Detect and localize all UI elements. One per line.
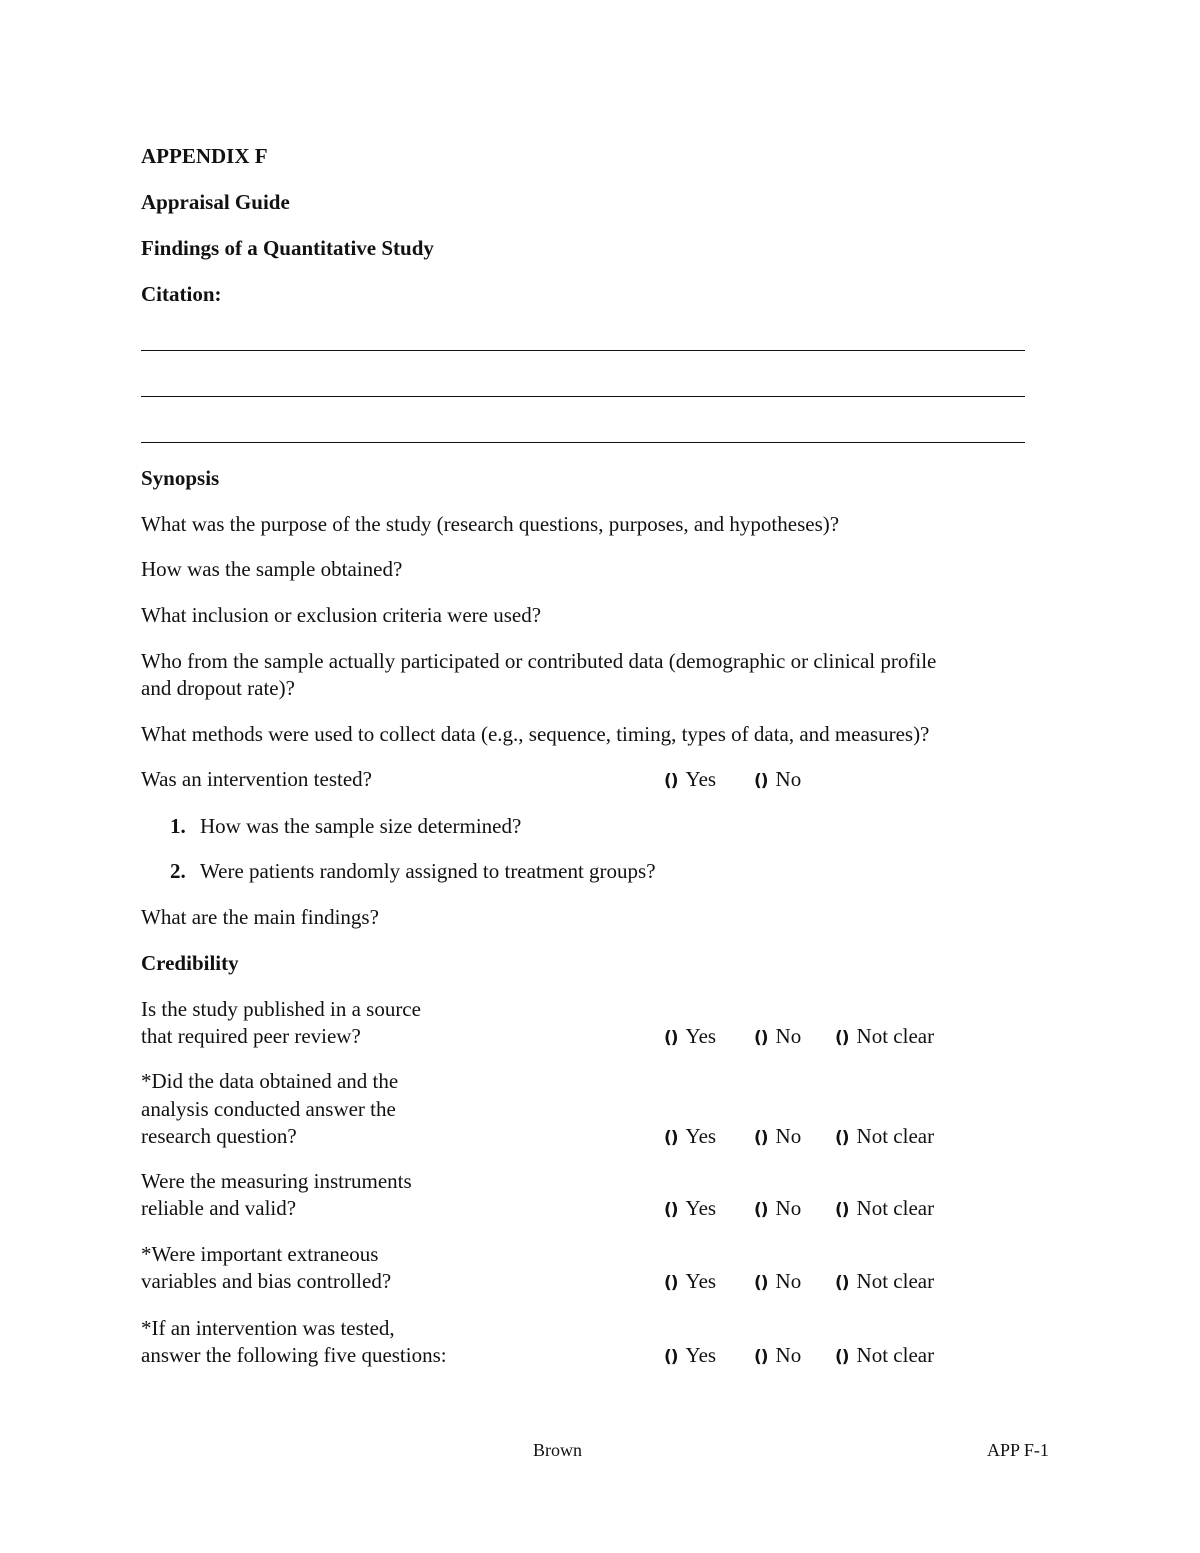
radio-icon: () [754, 1273, 768, 1293]
q2-not-clear-option[interactable]: () Not clear [835, 1124, 935, 1148]
q5-not-clear-option[interactable]: () Not clear [835, 1343, 935, 1367]
credibility-heading: Credibility [141, 951, 239, 975]
question-participated-line-2: and dropout rate)? [141, 676, 295, 700]
q5-yes-option[interactable]: () Yes [664, 1343, 717, 1367]
footer-page-number: APP F-1 [987, 1440, 1049, 1460]
q2-no-option[interactable]: () No [754, 1124, 802, 1148]
q1-yes-option[interactable]: () Yes [664, 1024, 717, 1048]
credibility-q2-line-1: *Did the data obtained and the [141, 1069, 399, 1093]
credibility-q1-line-2: that required peer review? [141, 1024, 361, 1048]
credibility-q5-line-2: answer the following five questions: [141, 1343, 447, 1367]
citation-line-2[interactable] [141, 396, 1025, 397]
q4-not-clear-option[interactable]: () Not clear [835, 1269, 935, 1293]
guide-title: Appraisal Guide [141, 190, 290, 214]
radio-icon: () [664, 1200, 678, 1220]
question-criteria: What inclusion or exclusion criteria were used? [141, 603, 542, 627]
credibility-q4-line-1: *Were important extraneous [141, 1242, 379, 1266]
radio-icon: () [754, 1128, 768, 1148]
intervention-yes-option[interactable]: () Yes [664, 767, 717, 791]
radio-icon: () [754, 1347, 768, 1367]
q1-no-option[interactable]: () No [754, 1024, 802, 1048]
credibility-q4-line-2: variables and bias controlled? [141, 1269, 392, 1293]
q3-not-clear-option[interactable]: () Not clear [835, 1196, 935, 1220]
credibility-q3-line-1: Were the measuring instruments [141, 1169, 412, 1193]
radio-icon: () [664, 1028, 678, 1048]
q5-no-option[interactable]: () No [754, 1343, 802, 1367]
q3-no-option[interactable]: () No [754, 1196, 802, 1220]
question-participated-line-1: Who from the sample actually participated or contributed data (demographic or clinical profile [141, 649, 937, 673]
question-findings: What are the main findings? [141, 905, 379, 929]
radio-icon: () [754, 1200, 768, 1220]
credibility-q3-line-2: reliable and valid? [141, 1196, 297, 1220]
credibility-q1-line-1: Is the study published in a source [141, 997, 421, 1021]
sub-question-sample-size: 1. How was the sample size determined? [170, 814, 522, 838]
radio-icon: () [664, 1273, 678, 1293]
question-purpose: What was the purpose of the study (research questions, purposes, and hypotheses)? [141, 512, 840, 536]
radio-icon: () [835, 1028, 849, 1048]
radio-icon: () [835, 1200, 849, 1220]
radio-icon: () [835, 1128, 849, 1148]
appendix-label: APPENDIX F [141, 144, 268, 168]
question-methods: What methods were used to collect data (e.g., sequence, timing, types of data, and measures)? [141, 722, 930, 746]
synopsis-heading: Synopsis [141, 466, 220, 490]
q3-yes-option[interactable]: () Yes [664, 1196, 717, 1220]
citation-line-3[interactable] [141, 442, 1025, 443]
q2-yes-option[interactable]: () Yes [664, 1124, 717, 1148]
intervention-no-option[interactable]: () No [754, 767, 802, 791]
credibility-q5-line-1: *If an intervention was tested, [141, 1316, 395, 1340]
question-intervention: Was an intervention tested? [141, 767, 372, 791]
question-sample: How was the sample obtained? [141, 557, 403, 581]
citation-line-1[interactable] [141, 350, 1025, 351]
q1-not-clear-option[interactable]: () Not clear [835, 1024, 935, 1048]
footer-author: Brown [533, 1440, 582, 1460]
radio-icon: () [835, 1273, 849, 1293]
page-subtitle: Findings of a Quantitative Study [141, 236, 434, 260]
radio-icon: () [664, 771, 678, 791]
radio-icon: () [664, 1347, 678, 1367]
radio-icon: () [664, 1128, 678, 1148]
radio-icon: () [835, 1347, 849, 1367]
citation-label: Citation: [141, 282, 222, 306]
credibility-q2-line-2: analysis conducted answer the [141, 1097, 396, 1121]
radio-icon: () [754, 771, 768, 791]
q4-no-option[interactable]: () No [754, 1269, 802, 1293]
sub-question-random-assignment: 2. Were patients randomly assigned to treatment groups? [170, 859, 656, 883]
credibility-q2-line-3: research question? [141, 1124, 297, 1148]
radio-icon: () [754, 1028, 768, 1048]
q4-yes-option[interactable]: () Yes [664, 1269, 717, 1293]
